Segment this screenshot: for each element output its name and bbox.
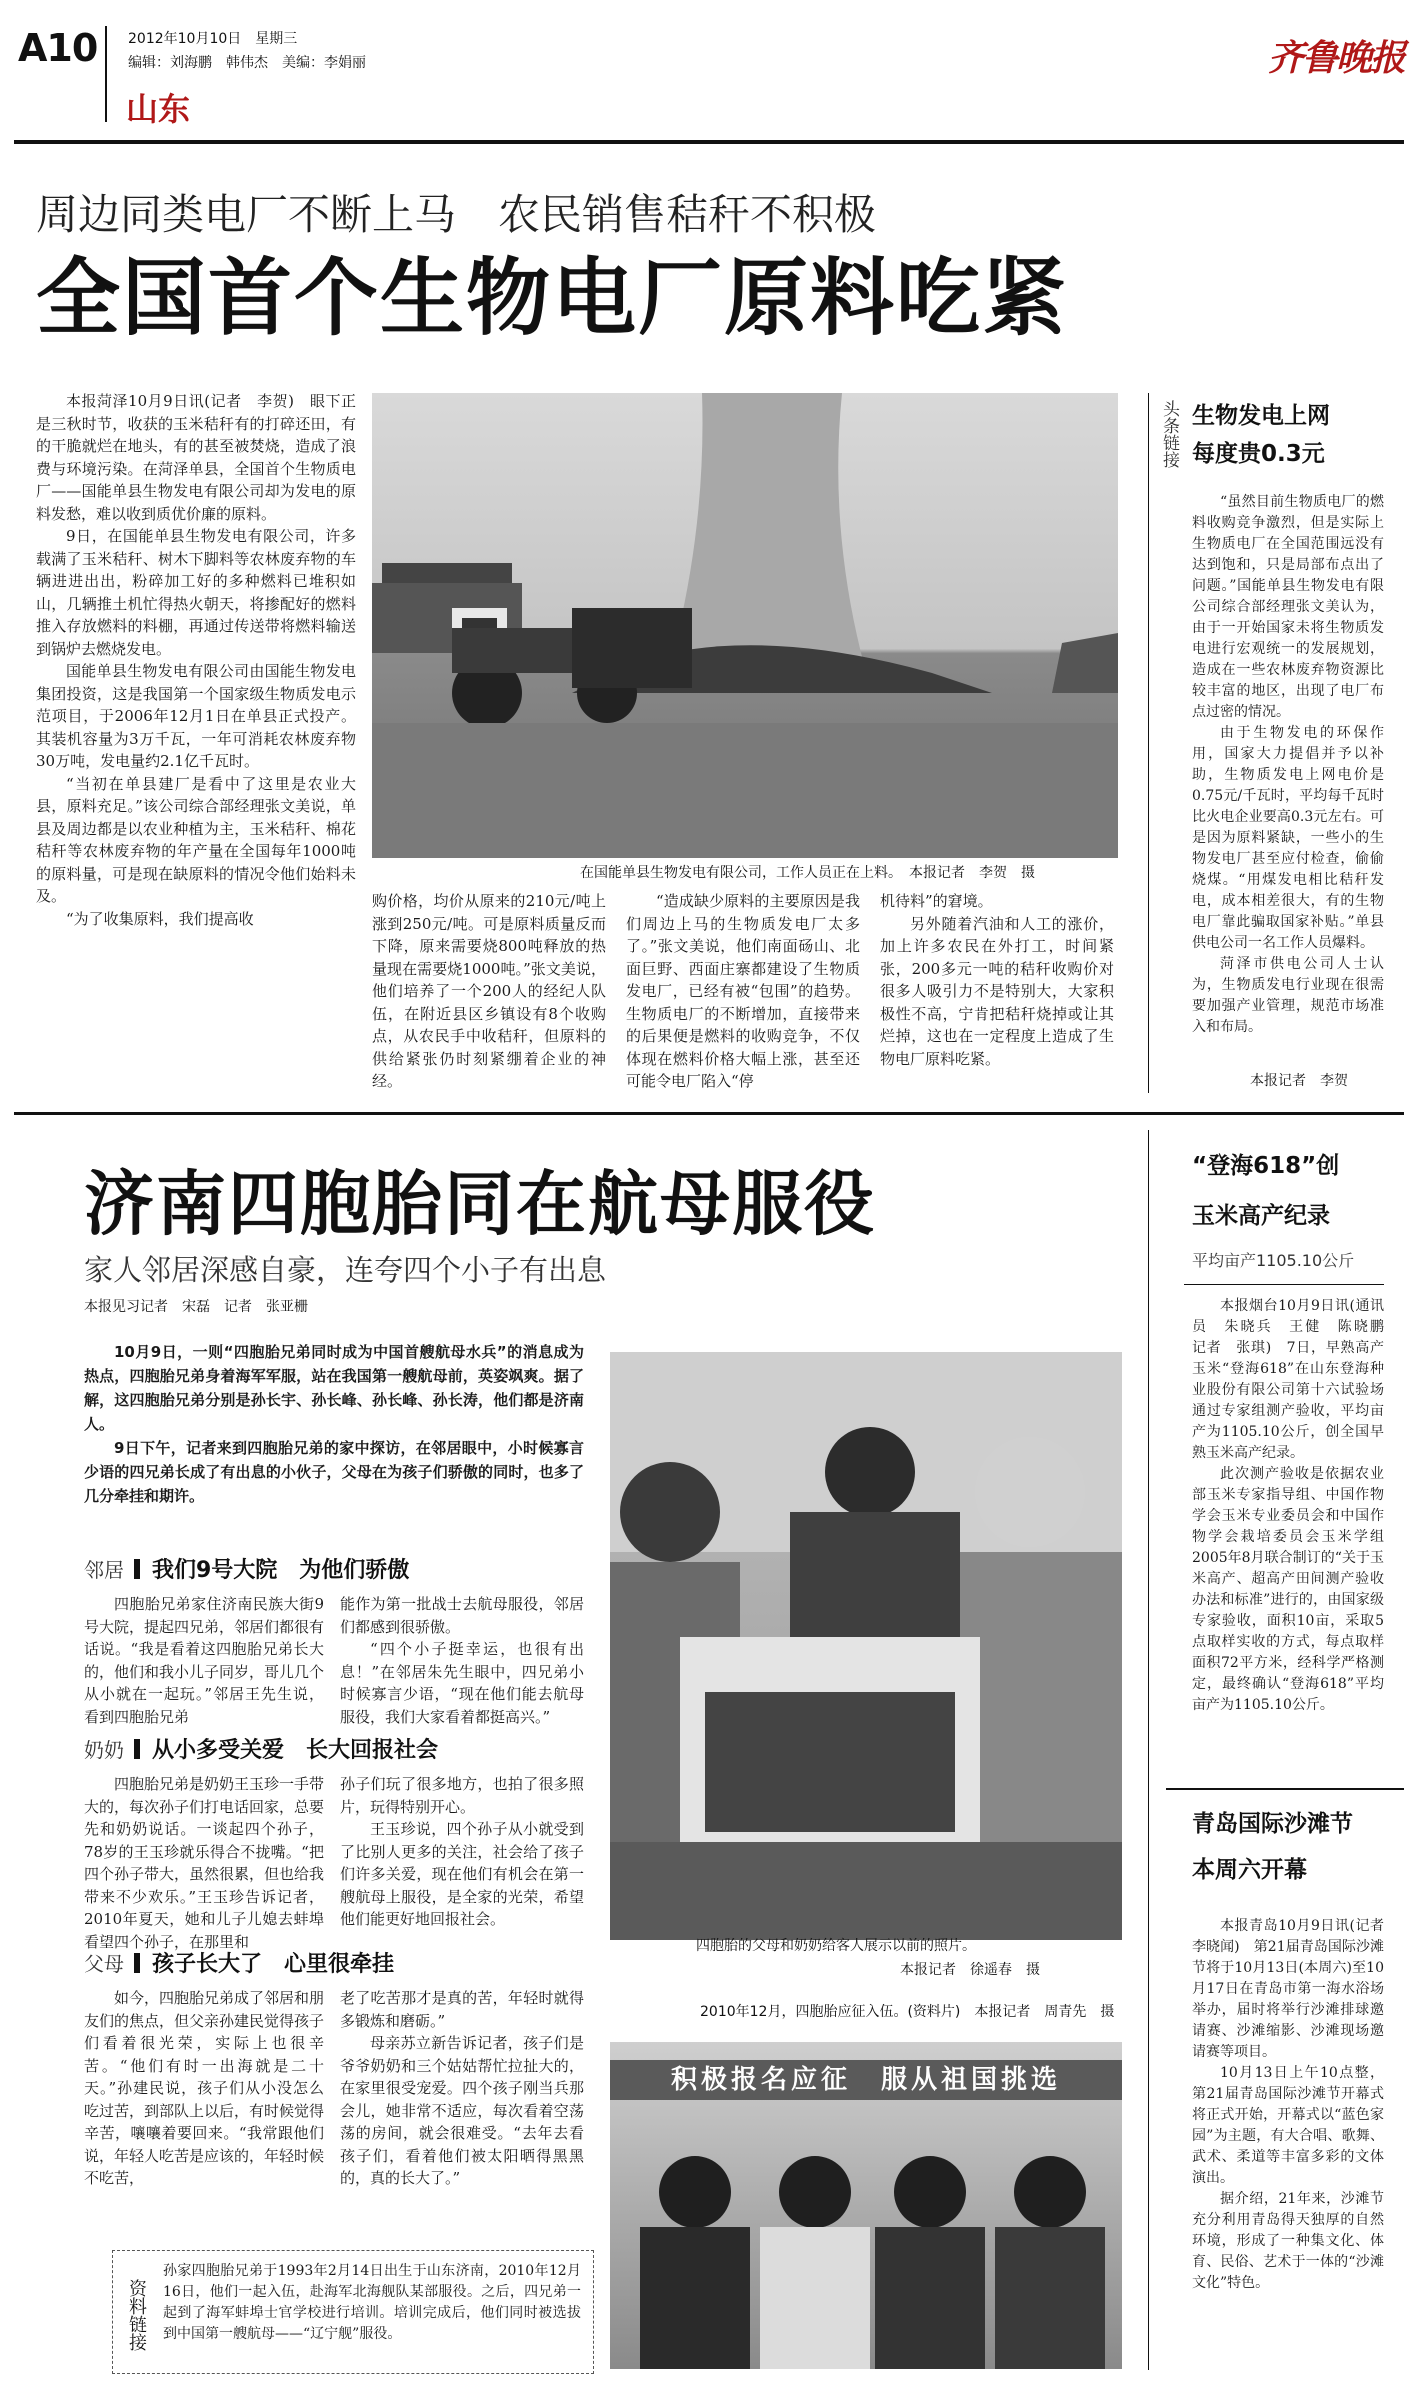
header-divider [105,26,107,122]
paragraph: 10月9日，一则“四胞胎兄弟同时成为中国首艘航母水兵”的消息成为热点，四胞胎兄弟身着海军军服，站在我国第一艘航母前，英姿飒爽。据了解，这四胞胎兄弟分别是孙长宇、孙长峰、孙长峰、孙长涛，他们都是济南人。 [84,1343,584,1433]
section-tag: 奶奶 [84,1738,124,1762]
sidebar1-body [1192,492,1384,1038]
paragraph: 10月13日上午10点整，第21届青岛国际沙滩节开幕式将正式开始，开幕式以“蓝色家园”为主题，有大合唱、歌舞、武术、柔道等丰富多彩的文体演出。 [1192,2065,1384,2186]
section-bar [134,1953,140,1973]
section-bar [134,1559,140,1579]
paragraph: 孙子们玩了很多地方，也拍了很多照片，玩得特别开心。 [340,1775,584,1816]
story1-col2 [372,890,606,1093]
link-label: 资料链接 [126,2279,147,2351]
paragraph: 菏泽市供电公司人士认为，生物质发电行业现在很需要加强产业管理，规范市场准入和布局。 [1192,956,1384,1035]
section-rule [14,1112,1404,1115]
brand-logo: 齐鲁晚报 [1268,37,1405,79]
family-photo-caption-1: 四胞胎的父母和奶奶给客人展示以前的照片。 [696,1938,976,1954]
sidebar1-title-1: 生物发电上网 [1192,403,1330,429]
page-number: A10 [18,26,98,70]
paragraph: 本报菏泽10月9日讯(记者 李贺) 眼下正是三秋时节，收获的玉米秸秆有的打碎还田，有的干脆就烂在地头，有的甚至被焚烧，造成了浪费与环境污染。在菏泽单县，全国首个生物质电厂——国能单县生物发电有限公司却为发电的原料发愁，难以收到质优价廉的原料。 [36,392,356,523]
story1-kicker: 周边同类电厂不断上马 农民销售秸秆不积极 [36,190,877,239]
story2-sec2-left [84,1773,324,1953]
brothers-illustration [610,2042,1122,2369]
story2-sec3-right [340,1987,584,2190]
family-photo-illustration [610,1352,1122,1940]
paragraph: 如今，四胞胎兄弟成了邻居和朋友们的焦点，但父亲孙建民觉得孩子们看着很光荣，实际上也很辛苦。“他们有时一出海就是二十天。”孙建民说，孩子们从小没怎么吃过苦，到部队上以后，有时候觉得辛苦，嚷嚷着要回来。“我常跟他们说，年轻人吃苦是应该的，年轻时候不吃苦， [84,1989,325,2187]
story2-headline: 济南四胞胎同在航母服役 [84,1163,876,1245]
story2-byline: 本报见习记者 宋磊 记者 张亚栅 [84,1299,308,1315]
sidebar3-title-2: 本周六开幕 [1192,1857,1307,1883]
section-title: 孩子长大了 心里很牵挂 [152,1952,395,1977]
section-title: 从小多受关爱 长大回报社会 [152,1738,439,1763]
sidebar2-divider [1148,1130,1149,2370]
story2-sec1-right [340,1593,584,1728]
sidebar1-byline: 本报记者 李贺 [1250,1073,1348,1089]
story2-sec3-left [84,1987,324,2190]
paragraph: 购价格，均价从原来的210元/吨上涨到250元/吨。可是原料质量反而下降，原来需要烧800吨释放的热量现在需要烧1000吨。”张文美说，他们培养了一个200人的经纪人队伍，在附近县区乡镇设有8个收购点，从农民手中收秸秆，但原料的供给紧张仍时刻紧绷着企业的神经。 [372,892,606,1090]
story1-photo-caption: 在国能单县生物发电有限公司，工作人员正在上料。 本报记者 李贺 摄 [580,865,1035,881]
story2-subhead: 家人邻居深感自豪，连夸四个小子有出息 [84,1253,607,1287]
sidebar2-rule [1184,1284,1384,1285]
sidebar2-title-1: “登海618”创 [1192,1153,1340,1179]
paragraph: 由于生物发电的环保作用，国家大力提倡并予以补助，生物质发电上网电价是0.75元/千瓦时，平均每千瓦时比火电企业要高0.3元左右。可是因为原料紧缺，一些小的生物发电厂甚至应付检查，偷偷烧煤。“用煤发电相比秸秆发电，成本相差很大，有的生物电厂靠此骗取国家补贴。”单县供电公司一名工作人员爆料。 [1192,725,1384,951]
sidebar3-rule-top [1166,1788,1404,1790]
paragraph: 本报青岛10月9日讯(记者 李晓闻) 第21届青岛国际沙滩节将于10月13日(本周六)至10月17日在青岛市第一海水浴场举办，届时将举行沙滩排球邀请赛、沙滩缩影、沙滩现场邀请赛等项目。 [1192,1918,1398,2060]
paragraph: 机待料”的窘境。 [880,892,993,910]
paragraph: 此次测产验收是依据农业部玉米专家指导组、中国作物学会玉米专业委员会和中国作物学会栽培委员会玉米学组2005年8月联合制订的“关于玉米高产、超高产田间测产验收办法和标准”进行的，由国家级专家验收，面积10亩，采取5点取样实收的方式，每点取样面积72平方米，经科学严格测定，最终确认“登海618”平均亩产为1105.10公斤。 [1192,1466,1384,1713]
section-tag: 父母 [84,1952,124,1976]
family-photo [610,1352,1122,1940]
story1-headline: 全国首个生物电厂原料吃紧 [36,249,1069,347]
story2-sec2-right [340,1773,584,1931]
paragraph: 另外随着汽油和人工的涨价，加上许多农民在外打工，时间紧张，200多元一吨的秸秆收购价对很多人吸引力不是特别大，大家积极性不高，宁肯把秸秆烧掉或让其烂掉，这也在一定程度上造成了生物电厂原料吃紧。 [880,914,1114,1068]
paragraph: 王玉珍说，四个孙子从小就受到了比别人更多的关注，社会给了孩子们许多关爱，现在他们有机会在第一艘航母上服役，是全家的光荣，希望他们能更好地回报社会。 [340,1820,584,1928]
section-tag: 邻居 [84,1558,124,1582]
sidebar2-body [1192,1296,1398,1716]
section-bar [134,1739,140,1759]
story2-intro [84,1340,584,1508]
paragraph: 9日下午，记者来到四胞胎兄弟的家中探访，在邻居眼中，小时候寡言少语的四兄弟长成了有出息的小伙子，父母在为孩子们骄傲的同时，也多了几分牵挂和期许。 [84,1439,584,1505]
paragraph: “虽然目前生物质电厂的燃料收购竞争激烈，但是实际上生物质电厂在全国范围远没有达到饱和，只是局部布点出了问题。”国能单县生物发电有限公司综合部经理张文美认为，由于一开始国家未将生物质发电进行宏观统一的发展规划，造成在一些农林废弃物资源比较丰富的地区，出现了电厂布点过密的情况。 [1192,494,1384,720]
editors-line: 编辑：刘海鹏 韩伟杰 美编：李娟丽 [128,55,366,71]
paragraph: 母亲苏立新告诉记者，孩子们是爷爷奶奶和三个姑姑帮忙拉扯大的，在家里很受宠爱。四个孩子刚当兵那会儿，她非常不适应，每次看着空荡荡的房间，就会很难受。“去年去看孩子们，看着他们被太阳晒得黑黑的，真的长大了。” [340,2034,584,2187]
paragraph: 9日，在国能单县生物发电有限公司，许多载满了玉米秸秆、树木下脚料等农林废弃物的车辆进进出出，粉碎加工好的多种燃料已堆积如山，几辆推土机忙得热火朝天，将掺配好的燃料推入存放燃料的料棚，再通过传送带将燃料输送到锅炉去燃烧发电。 [36,527,356,658]
paragraph: “为了收集原料，我们提高收 [66,909,254,928]
link-text: 孙家四胞胎兄弟于1993年2月14日出生于山东济南，2010年12月16日，他们一起入伍，赴海军北海舰队某部服役。之后，四兄弟一起到了海军蚌埠士官学校进行培训。培训完成后，他们同时被选拔到中国第一艘航母——“辽宁舰”服役。 [163,2263,581,2342]
section-title: 我们9号大院 为他们骄傲 [152,1558,410,1583]
family-photo-caption-2: 本报记者 徐遥春 摄 [900,1962,1040,1978]
banner-text: 积极报名应征 服从祖国挑选 [610,2060,1122,2100]
paragraph: 老了吃苦那才是真的苦，年轻时就得多锻炼和磨砺。” [340,1989,584,2030]
paragraph: “四个小子挺幸运，也很有出息！”在邻居朱先生眼中，四兄弟小时候寡言少语，“现在他们能去航母服役，我们大家看着都挺高兴。” [340,1640,584,1726]
story1-col4 [880,890,1114,1070]
sidebar3-body [1192,1916,1398,2294]
sidebar1-title-2: 每度贵0.3元 [1192,441,1325,467]
story2-section2-head [84,1733,438,1764]
story1-col1 [36,390,356,930]
story2-section3-head [84,1947,394,1978]
brothers-photo-caption: 2010年12月，四胞胎应征入伍。(资料片) 本报记者 周青先 摄 [700,2004,1115,2020]
story1-col3 [626,890,860,1093]
sidebar2-subtitle: 平均亩产1105.10公斤 [1192,1251,1355,1270]
link-box [112,2250,594,2374]
paragraph: 本报烟台10月9日讯(通讯员 朱晓兵 王健 陈晓鹏 记者 张琪) 7日，早熟高产玉米“登海618”在山东登海种业股份有限公司第十六试验场通过专家组测产验收，平均亩产为1105.10公斤，创全国早熟玉米高产纪录。 [1192,1298,1398,1461]
power-plant-photo [372,393,1118,858]
header-rule [14,140,1404,144]
paragraph: 能作为第一批战士去航母服役，邻居们都感到很骄傲。 [340,1595,584,1636]
paragraph: 据介绍，21年来，沙滩节充分利用青岛得天独厚的自然环境，形成了一种集文化、体育、民俗、艺术于一体的“沙滩文化”特色。 [1192,2191,1384,2291]
section-name: 山东 [126,90,191,128]
paragraph: 四胞胎兄弟是奶奶王玉珍一手带大的，每次孙子们打电话回家，总要先和奶奶说话。一谈起四个孙子，78岁的王玉珍就乐得合不拢嘴。“把四个孙子带大，虽然很累，但也给我带来不少欢乐。”王玉珍告诉记者，2010年夏天，她和儿子儿媳去蚌埠看望四个孙子，在那里和 [84,1775,325,1951]
sidebar1-label: 头条链接 [1159,400,1179,468]
story2-section1-head [84,1553,409,1584]
paragraph: “造成缺少原料的主要原因是我们周边上马的生物质发电厂太多了。”张文美说，他们南面砀山、北面巨野、西面庄寨都建设了生物质发电厂，已经有被“包围”的趋势。生物质电厂的不断增加，直接带来的后果便是燃料的收购竞争，不仅体现在燃料价格大幅上涨，甚至还可能令电厂陷入“停 [626,892,860,1090]
date-line: 2012年10月10日 星期三 [128,31,298,47]
paragraph: 国能单县生物发电有限公司由国能生物发电集团投资，这是我国第一个国家级生物质发电示范项目，于2006年12月1日在单县正式投产。其装机容量为3万千瓦，一年可消耗农林废弃物30万吨，发电量约2.1亿千瓦时。 [36,662,356,770]
story2-sec1-left [84,1593,324,1728]
power-plant-illustration [372,393,1118,858]
paragraph: 四胞胎兄弟家住济南民族大街9号大院，提起四兄弟，邻居们都很有话说。“我是看着这四胞胎兄弟长大的，他们和我小儿子同岁，哥儿几个从小就在一起玩。”邻居王先生说，看到四胞胎兄弟 [84,1595,325,1726]
paragraph: “当初在单县建厂是看中了这里是农业大县，原料充足。”该公司综合部经理张文美说，单县及周边都是以农业种植为主，玉米秸秆、棉花秸秆等农林废弃物的年产量在全国每年1000吨的原料量，可是现在缺原料的情况令他们始料未及。 [36,774,356,905]
brothers-photo [610,2042,1122,2369]
sidebar1-divider [1148,393,1149,1093]
sidebar3-title-1: 青岛国际沙滩节 [1192,1811,1353,1837]
sidebar2-title-2: 玉米高产纪录 [1192,1203,1330,1229]
